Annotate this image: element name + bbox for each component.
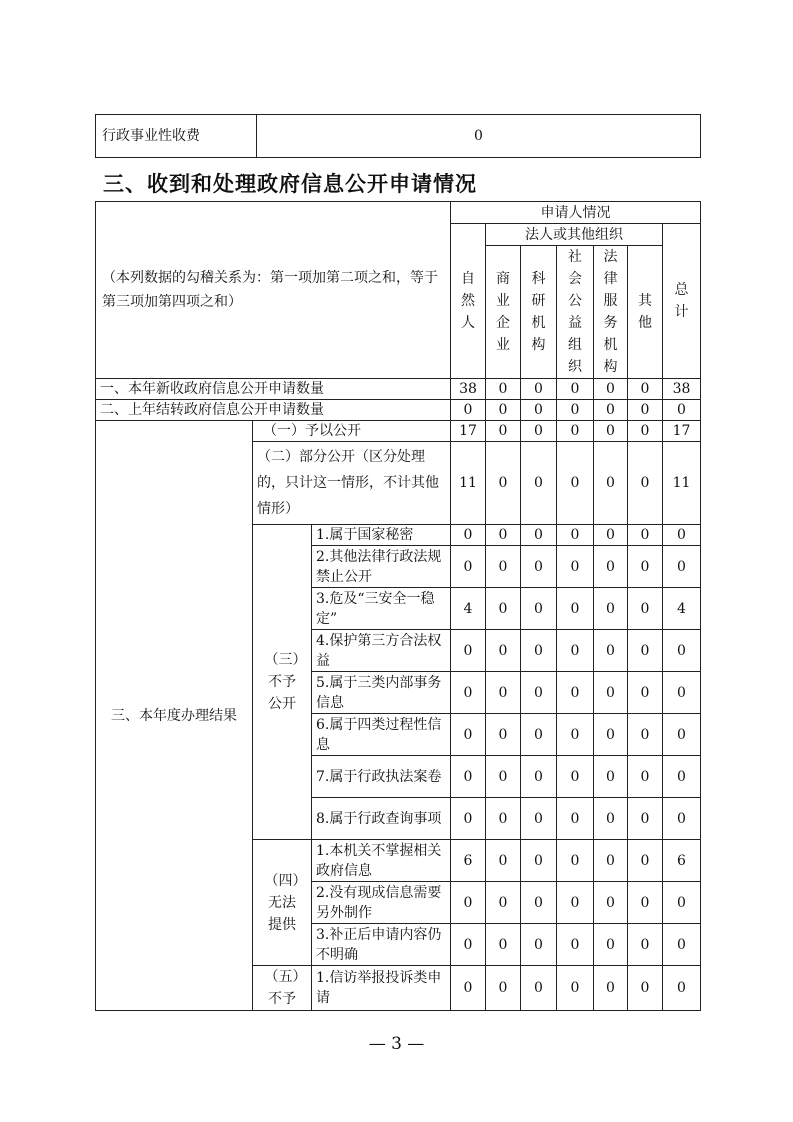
group-label (253, 966, 312, 1011)
cell-value: 0 (521, 882, 557, 924)
cell-value: 0 (663, 714, 701, 756)
group-label (253, 840, 312, 966)
cell-value: 0 (663, 966, 701, 1011)
cell-value: 0 (486, 966, 521, 1011)
cell-value: 0 (557, 924, 594, 966)
row-label: 3.危及“三安全一稳定” (312, 588, 451, 630)
cell-value: 0 (628, 400, 663, 421)
page-number: — 3 — (368, 1034, 425, 1054)
cell-value: 0 (486, 379, 521, 400)
cell-value: 0 (594, 525, 628, 546)
cell-value: 0 (594, 882, 628, 924)
cell-value: 0 (594, 546, 628, 588)
cell-value: 0 (521, 924, 557, 966)
cell-value: 0 (663, 756, 701, 798)
row-label: 1.属于国家秘密 (312, 525, 451, 546)
cell-value: 0 (557, 672, 594, 714)
header-other-text: 其他 (638, 293, 652, 331)
results-label: 三、本年度办理结果 (96, 421, 253, 1011)
cell-value: 4 (451, 588, 486, 630)
cell-value: 0 (451, 966, 486, 1011)
cell-value: 0 (663, 630, 701, 672)
cell-value: 0 (628, 924, 663, 966)
cell-value: 0 (521, 525, 557, 546)
cell-value: 0 (557, 442, 594, 525)
cell-value: 0 (486, 672, 521, 714)
cell-value: 0 (557, 882, 594, 924)
row-label: 二、上年结转政府信息公开申请数量 (96, 400, 451, 421)
row-label: 一、本年新收政府信息公开申请数量 (96, 379, 451, 400)
group-label (253, 525, 312, 840)
cell-value: 0 (594, 400, 628, 421)
header-note-text: （本列数据的勾稽关系为：第一项加第二项之和，等于第三项加第四项之和） (102, 270, 438, 310)
cell-value: 0 (521, 840, 557, 882)
cell-value: 4 (663, 588, 701, 630)
header-business (486, 246, 521, 379)
cell-value: 0 (486, 882, 521, 924)
cell-value: 0 (628, 588, 663, 630)
header-natural-person (451, 224, 486, 379)
cell-value: 17 (663, 421, 701, 442)
cell-value: 0 (486, 756, 521, 798)
cell-value: 11 (451, 442, 486, 525)
cell-value: 0 (486, 442, 521, 525)
cell-value: 0 (628, 882, 663, 924)
cell-value: 0 (594, 588, 628, 630)
cell-value: 0 (486, 588, 521, 630)
cell-value: 0 (628, 525, 663, 546)
cell-value: 0 (486, 546, 521, 588)
cell-value: 38 (451, 379, 486, 400)
row-label: 4.保护第三方合法权益 (312, 630, 451, 672)
header-public-welfare-text: 社会公益组织 (568, 249, 582, 375)
cell-value: 11 (663, 442, 701, 525)
cell-value: 0 (486, 840, 521, 882)
cell-value: 0 (628, 379, 663, 400)
cell-value: 0 (521, 672, 557, 714)
cell-value: 0 (594, 966, 628, 1011)
cell-value: 0 (628, 714, 663, 756)
cell-value: 0 (628, 546, 663, 588)
cell-value: 0 (451, 630, 486, 672)
cell-value: 0 (628, 421, 663, 442)
row-label: 5.属于三类内部事务信息 (312, 672, 451, 714)
header-public-welfare (557, 246, 594, 379)
cell-value: 0 (557, 546, 594, 588)
cell-value: 0 (451, 672, 486, 714)
cell-value: 0 (486, 798, 521, 840)
group-label-text: （三）不予公开 (264, 652, 300, 712)
table-row (96, 379, 701, 400)
header-research (521, 246, 557, 379)
cell-value: 0 (594, 714, 628, 756)
row-label: 2.其他法律行政法规禁止公开 (312, 546, 451, 588)
cell-value: 0 (451, 714, 486, 756)
cell-value: 0 (628, 798, 663, 840)
row-label: 7.属于行政执法案卷 (312, 756, 451, 798)
cell-value: 0 (594, 798, 628, 840)
cell-value: 0 (451, 525, 486, 546)
cell-value: 6 (451, 840, 486, 882)
cell-value: 0 (521, 400, 557, 421)
cell-value: 0 (628, 630, 663, 672)
header-total (663, 224, 701, 379)
cell-value: 0 (521, 630, 557, 672)
cell-value: 0 (557, 379, 594, 400)
header-applicant: 申请人情况 (451, 202, 701, 224)
cell-value: 0 (521, 421, 557, 442)
row-label: 1.信访举报投诉类申请 (312, 966, 451, 1011)
cell-value: 0 (663, 672, 701, 714)
cell-value: 0 (451, 798, 486, 840)
cell-value: 0 (451, 924, 486, 966)
cell-value: 0 (521, 588, 557, 630)
cell-value: 38 (663, 379, 701, 400)
cell-value: 0 (521, 379, 557, 400)
cell-value: 0 (521, 966, 557, 1011)
header-legal-service-text: 法律服务机构 (603, 249, 618, 375)
cell-value: 0 (594, 630, 628, 672)
row-label: （一）予以公开 (253, 421, 451, 442)
cell-value: 0 (557, 525, 594, 546)
row-label: 3.补正后申请内容仍不明确 (312, 924, 451, 966)
cell-value: 0 (486, 924, 521, 966)
cell-value: 0 (557, 840, 594, 882)
cell-value: 0 (594, 840, 628, 882)
cell-value: 0 (594, 672, 628, 714)
cell-value: 0 (628, 442, 663, 525)
cell-value: 0 (594, 442, 628, 525)
cell-value: 0 (663, 400, 701, 421)
cell-value: 0 (557, 630, 594, 672)
row-label: （二）部分公开（区分处理的，只计这一情形，不计其他情形） (253, 442, 451, 525)
cell-value: 0 (628, 840, 663, 882)
cell-value: 0 (557, 756, 594, 798)
cell-value: 0 (451, 756, 486, 798)
row-label: 1.本机关不掌握相关政府信息 (312, 840, 451, 882)
header-note (96, 202, 451, 379)
fee-value: 0 (257, 115, 701, 158)
header-business-text: 商业企业 (496, 271, 510, 353)
cell-value: 0 (451, 882, 486, 924)
cell-value: 17 (451, 421, 486, 442)
cell-value: 0 (663, 546, 701, 588)
table-row (96, 421, 701, 442)
cell-value: 0 (663, 924, 701, 966)
cell-value: 0 (521, 714, 557, 756)
cell-value: 0 (557, 714, 594, 756)
cell-value: 0 (628, 756, 663, 798)
cell-value: 0 (628, 672, 663, 714)
cell-value: 0 (557, 400, 594, 421)
cell-value: 0 (486, 630, 521, 672)
cell-value: 0 (594, 421, 628, 442)
cell-value: 0 (486, 400, 521, 421)
header-research-text: 科研机构 (531, 271, 546, 353)
cell-value: 0 (594, 379, 628, 400)
cell-value: 6 (663, 840, 701, 882)
header-row-1 (96, 202, 701, 224)
cell-value: 0 (557, 421, 594, 442)
section-heading: 三、收到和处理政府信息公开申请情况 (103, 172, 477, 196)
cell-value: 0 (557, 798, 594, 840)
cell-value: 0 (663, 798, 701, 840)
cell-value: 0 (521, 442, 557, 525)
row-label: 8.属于行政查询事项 (312, 798, 451, 840)
cell-value: 0 (486, 421, 521, 442)
cell-value: 0 (486, 525, 521, 546)
cell-value: 0 (557, 966, 594, 1011)
cell-value: 0 (521, 546, 557, 588)
fee-row (96, 115, 701, 158)
cell-value: 0 (486, 714, 521, 756)
table-row (96, 400, 701, 421)
cell-value: 0 (521, 798, 557, 840)
header-other (628, 246, 663, 379)
cell-value: 0 (594, 756, 628, 798)
header-legal-service (594, 246, 628, 379)
cell-value: 0 (663, 882, 701, 924)
cell-value: 0 (557, 588, 594, 630)
cell-value: 0 (451, 400, 486, 421)
fee-table (95, 114, 701, 158)
cell-value: 0 (451, 546, 486, 588)
header-natural-person-text: 自然人 (461, 271, 475, 331)
group-label-text: （五）不予 (264, 969, 300, 1007)
cell-value: 0 (521, 756, 557, 798)
cell-value: 0 (663, 525, 701, 546)
header-legal-entity: 法人或其他组织 (486, 224, 663, 246)
group-label-text: （四）无法提供 (264, 872, 300, 933)
row-label: 2.没有现成信息需要另外制作 (312, 882, 451, 924)
fee-label: 行政事业性收费 (96, 115, 257, 158)
header-total-text: 总计 (674, 282, 689, 320)
application-table (95, 201, 701, 1011)
row-label: 6.属于四类过程性信息 (312, 714, 451, 756)
cell-value: 0 (628, 966, 663, 1011)
cell-value: 0 (594, 924, 628, 966)
